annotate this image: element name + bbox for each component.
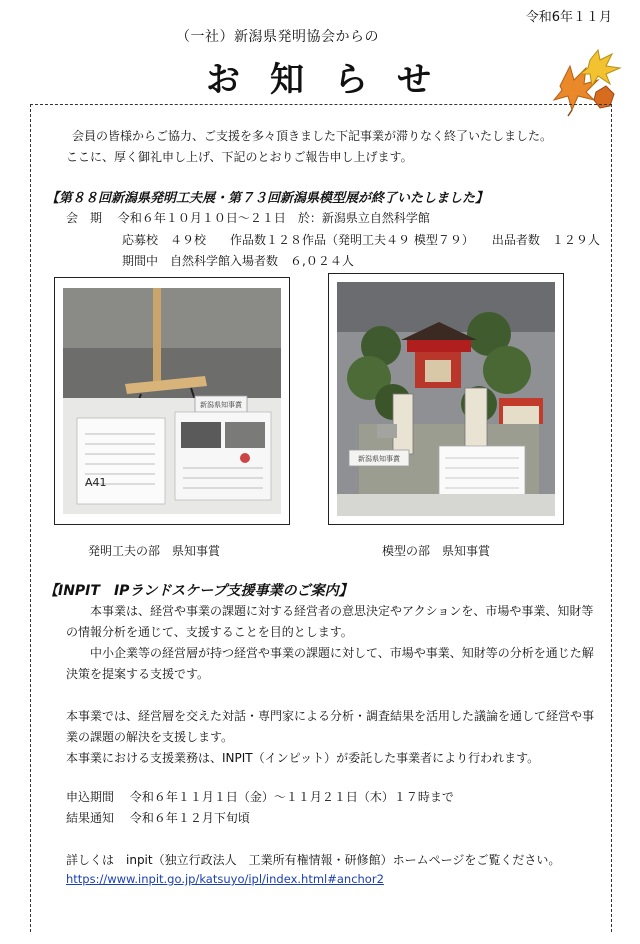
period-label: 会 期 xyxy=(66,211,103,225)
result-label: 結果通知 xyxy=(66,811,115,825)
issue-date: 令和6年１１月 xyxy=(525,10,612,25)
exhibition-heading: 【第８８回新潟県発明工夫展・第７３回新潟県模型展が終了いたしました】 xyxy=(46,191,489,206)
invention-award-photo xyxy=(54,277,290,525)
model-award-caption: 模型の部 県知事賞 xyxy=(382,544,491,558)
exhibition-stats: 応募校 ４９校 作品数１２８作品（発明工夫４９ 模型７９） 出品者数 １２９人 xyxy=(122,233,600,247)
apply-period xyxy=(66,787,606,808)
intro-line-2: ここに、厚く御礼申し上げ、下記のとおりご報告申し上げます。 xyxy=(66,150,413,164)
inpit-paragraph-4: 本事業における支援業務は、INPIT（インピット）が委託した事業者により行われます。 xyxy=(66,751,540,765)
inpit-link[interactable]: https://www.inpit.go.jp/katsuyo/ipl/index.html#anchor2 xyxy=(66,872,384,886)
inpit-heading: 【INPIT IPランドスケープ支援事業のご案内】 xyxy=(44,583,353,599)
result-notice xyxy=(66,808,606,829)
intro-line-1: 会員の皆様からご協力、ご支援を多々頂きました下記事業が滞りなく終了いたしました。 xyxy=(72,129,553,143)
apply-label: 申込期間 xyxy=(66,790,115,804)
details-text: 詳しくは inpit（独立行政法人 工業所有権情報・研修館）ホームページをご覧ください。 xyxy=(66,853,561,867)
organization-line: （一社）新潟県発明協会からの xyxy=(176,29,379,45)
model-award-photo xyxy=(328,273,564,525)
result-value: 令和６年１２月下旬頃 xyxy=(129,811,250,825)
inpit-paragraph-2b: 決策を提案する支援です。 xyxy=(66,667,210,681)
inpit-paragraph-3b: 業の課題の解決を支援します。 xyxy=(66,730,234,744)
inpit-paragraph-1b: の情報分析を通じて、支援することを目的とします。 xyxy=(66,625,353,639)
inpit-paragraph-2a: 中小企業等の経営層が持つ経営や事業の課題に対して、市場や事業、知財等の分析を通じた解 xyxy=(90,646,594,660)
photo1-tag: A41 xyxy=(85,476,107,489)
exhibition-period xyxy=(66,208,430,228)
period-value: 令和６年１０月１０日～２１日 於：新潟県立自然科学館 xyxy=(117,211,430,225)
photo1-sign: 新潟県知事賞 xyxy=(200,401,242,409)
invention-award-caption: 発明工夫の部 県知事賞 xyxy=(88,544,221,558)
exhibition-attendance: 期間中 自然科学館入場者数 ６,０２４人 xyxy=(122,254,354,268)
apply-value: 令和６年１１月１日（金）～１１月２１日（木）１７時まで xyxy=(129,790,454,804)
inpit-paragraph-3a: 本事業では、経営層を交えた対話・専門家による分析・調査結果を活用した議論を通して経営や事 xyxy=(66,709,595,723)
page-title: お知らせ xyxy=(206,60,461,100)
inpit-paragraph-1a: 本事業は、経営や事業の課題に対する経営者の意思決定やアクションを、市場や事業、知財等 xyxy=(90,604,594,618)
photo2-sign: 新潟県知事賞 xyxy=(358,455,400,463)
